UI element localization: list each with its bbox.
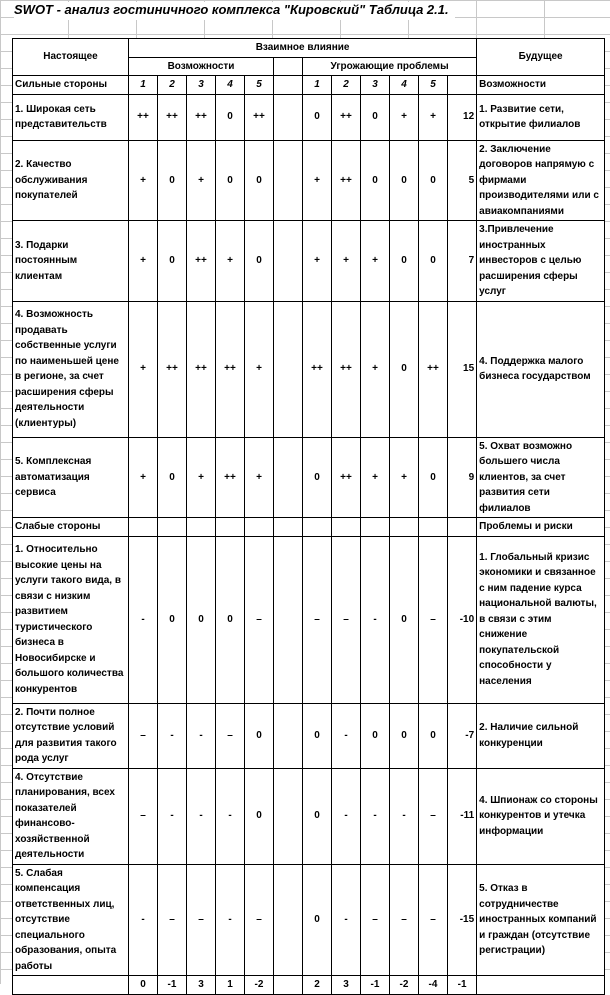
influence-cell: + [129, 140, 158, 221]
row-total: -7 [448, 703, 477, 768]
influence-cell [274, 864, 303, 976]
strengths-factor-text: 5. Комплексная автоматизация сервиса [13, 437, 129, 518]
influence-cell [274, 768, 303, 864]
future-factor-text: 4. Поддержка малого бизнеса государством [477, 301, 605, 437]
weaknesses-factor-text: 5. Слабая компенсация ответственных лиц, отсутствие специального образования, опыта работы [13, 864, 129, 976]
influence-cell: - [187, 703, 216, 768]
total-cell: -2 [245, 976, 274, 995]
header-future: Будущее [477, 39, 605, 76]
influence-cell: – [419, 864, 448, 976]
influence-cell: 0 [303, 94, 332, 140]
influence-cell: – [129, 768, 158, 864]
influence-cell: + [245, 437, 274, 518]
total-cell: -4 [419, 976, 448, 995]
influence-cell: 0 [419, 703, 448, 768]
influence-cell: 0 [361, 703, 390, 768]
influence-cell: 0 [390, 703, 419, 768]
header-present: Настоящее [13, 39, 129, 76]
influence-cell: ++ [303, 301, 332, 437]
total-cell: -1 [448, 976, 477, 995]
influence-cell: + [187, 437, 216, 518]
weaknesses-factor-text: 1. Относительно высокие цены на услуги такого вида, в связи с низким развитием туристического бизнеса в Новосибирске и большого количества конкурентов [13, 536, 129, 703]
influence-cell: – [245, 864, 274, 976]
influence-cell: - [187, 768, 216, 864]
influence-cell: - [390, 768, 419, 864]
weaknesses-factor-text: 2. Почти полное отсутствие условий для развития такого рода услуг [13, 703, 129, 768]
influence-cell: 0 [390, 221, 419, 302]
totals-future-cell [477, 976, 605, 995]
influence-cell: 0 [245, 768, 274, 864]
column-index: 2 [332, 76, 361, 95]
influence-cell: – [361, 864, 390, 976]
influence-cell [274, 536, 303, 703]
influence-cell: - [216, 768, 245, 864]
influence-cell: + [390, 94, 419, 140]
future-factor-text: 5. Охват возможно большего числа клиентов, за счет развития сети филиалов [477, 437, 605, 518]
total-cell: 1 [216, 976, 245, 995]
influence-cell: + [129, 221, 158, 302]
influence-cell: – [419, 768, 448, 864]
strengths-factor-text: 3. Подарки постоянным клиентам [13, 221, 129, 302]
totals-row [13, 976, 605, 995]
influence-cell: - [158, 703, 187, 768]
influence-cell: 0 [216, 536, 245, 703]
influence-cell: + [361, 221, 390, 302]
influence-cell: - [158, 768, 187, 864]
influence-cell: 0 [419, 140, 448, 221]
weaknesses-section-label: Слабые стороны [13, 518, 129, 537]
column-index-total [448, 76, 477, 95]
future-factor-text: 3.Привлечение иностранных инвесторов с целью расширения сферы услуг [477, 221, 605, 302]
influence-cell: - [216, 864, 245, 976]
influence-cell: + [129, 437, 158, 518]
influence-cell: – [332, 536, 361, 703]
influence-cell: ++ [187, 221, 216, 302]
header-threats: Угрожающие проблемы [303, 57, 477, 76]
influence-cell: 0 [245, 221, 274, 302]
total-cell: 0 [129, 976, 158, 995]
row-total: 12 [448, 94, 477, 140]
total-cell [274, 976, 303, 995]
influence-cell: + [216, 221, 245, 302]
influence-cell: 0 [303, 437, 332, 518]
influence-cell: ++ [216, 437, 245, 518]
total-cell: 3 [187, 976, 216, 995]
influence-cell: - [129, 864, 158, 976]
swot-table [12, 38, 605, 995]
weaknesses-factor-text: 4. Отсутствие планирования, всех показателей финансово-хозяйственной деятельности [13, 768, 129, 864]
table-row [13, 536, 605, 703]
column-index: 4 [216, 76, 245, 95]
table-title: SWOT - анализ гостиничного комплекса "Кировский" Таблица 2.1. [14, 2, 455, 20]
row-total: 5 [448, 140, 477, 221]
total-cell: -1 [361, 976, 390, 995]
future-factor-text: 4. Шпионаж со стороны конкурентов и утечка информации [477, 768, 605, 864]
influence-cell: ++ [245, 94, 274, 140]
influence-cell: + [419, 94, 448, 140]
influence-cell: ++ [158, 301, 187, 437]
influence-cell: - [332, 864, 361, 976]
row-total: -10 [448, 536, 477, 703]
row-total: -15 [448, 864, 477, 976]
influence-cell: - [361, 768, 390, 864]
influence-cell: 0 [303, 864, 332, 976]
influence-cell: - [332, 703, 361, 768]
influence-cell: 0 [390, 140, 419, 221]
influence-cell: ++ [158, 94, 187, 140]
table-row [13, 864, 605, 976]
influence-cell: 0 [361, 140, 390, 221]
row-total: 15 [448, 301, 477, 437]
influence-cell: + [303, 221, 332, 302]
column-index [274, 76, 303, 95]
influence-cell: ++ [129, 94, 158, 140]
influence-cell: + [390, 437, 419, 518]
influence-cell: – [129, 703, 158, 768]
influence-cell: – [158, 864, 187, 976]
influence-cell: 0 [158, 536, 187, 703]
total-cell: 2 [303, 976, 332, 995]
influence-cell: ++ [187, 94, 216, 140]
influence-cell: 0 [303, 703, 332, 768]
strengths-factor-text: 2. Качество обслуживания покупателей [13, 140, 129, 221]
total-cell: -2 [390, 976, 419, 995]
influence-cell: 0 [419, 221, 448, 302]
influence-cell: ++ [419, 301, 448, 437]
influence-cell: – [187, 864, 216, 976]
column-index: 1 [303, 76, 332, 95]
influence-cell: – [216, 703, 245, 768]
influence-cell: 0 [245, 140, 274, 221]
strengths-factor-text: 4. Возможность продавать собственные услуги по наименьшей цене в регионе, за счет расширения сферы деятельности (клиентуры) [13, 301, 129, 437]
header-spacer [274, 57, 303, 76]
influence-cell: 0 [158, 437, 187, 518]
influence-cell: 0 [187, 536, 216, 703]
influence-cell: + [361, 301, 390, 437]
table-row [13, 94, 605, 140]
future-factor-text: 2. Заключение договоров напрямую с фирмами производителями или с авиакомпаниями [477, 140, 605, 221]
influence-cell [274, 437, 303, 518]
influence-cell: - [361, 536, 390, 703]
influence-cell: – [245, 536, 274, 703]
future-factor-text: 5. Отказ в сотрудничестве иностранных компаний и граждан (отсутствие регистрации) [477, 864, 605, 976]
influence-cell: – [419, 536, 448, 703]
influence-cell: - [332, 768, 361, 864]
column-index: 1 [129, 76, 158, 95]
influence-cell: ++ [332, 437, 361, 518]
column-index: 2 [158, 76, 187, 95]
totals-label-cell [13, 976, 129, 995]
influence-cell: – [303, 536, 332, 703]
risks-section-label: Проблемы и риски [477, 518, 605, 537]
row-total: 7 [448, 221, 477, 302]
influence-cell: 0 [390, 301, 419, 437]
column-index: 5 [419, 76, 448, 95]
influence-cell: ++ [332, 301, 361, 437]
influence-cell: ++ [216, 301, 245, 437]
opportunities-section-label: Возможности [477, 76, 605, 95]
header-mutual-influence: Взаимное влияние [129, 39, 477, 58]
table-row [13, 301, 605, 437]
influence-cell: - [129, 536, 158, 703]
influence-cell [274, 94, 303, 140]
strengths-section-label: Сильные стороны [13, 76, 129, 95]
total-cell: -1 [158, 976, 187, 995]
column-index: 5 [245, 76, 274, 95]
influence-cell: + [332, 221, 361, 302]
row-total: 9 [448, 437, 477, 518]
row-total: -11 [448, 768, 477, 864]
influence-cell: – [390, 864, 419, 976]
influence-cell: 0 [245, 703, 274, 768]
influence-cell: 0 [419, 437, 448, 518]
column-index: 3 [361, 76, 390, 95]
table-row [13, 140, 605, 221]
table-row [13, 437, 605, 518]
influence-cell: + [187, 140, 216, 221]
influence-cell [274, 301, 303, 437]
future-factor-text: 2. Наличие сильной конкуренции [477, 703, 605, 768]
influence-cell: 0 [390, 536, 419, 703]
influence-cell: + [245, 301, 274, 437]
table-row [13, 221, 605, 302]
influence-cell [274, 703, 303, 768]
influence-cell: ++ [332, 94, 361, 140]
influence-cell [274, 221, 303, 302]
influence-cell: + [129, 301, 158, 437]
column-index: 3 [187, 76, 216, 95]
influence-cell: 0 [361, 94, 390, 140]
table-row [13, 768, 605, 864]
influence-cell: 0 [158, 140, 187, 221]
influence-cell: 0 [303, 768, 332, 864]
influence-cell: + [361, 437, 390, 518]
influence-cell: 0 [216, 140, 245, 221]
total-cell: 3 [332, 976, 361, 995]
strengths-factor-text: 1. Широкая сеть представительств [13, 94, 129, 140]
influence-cell [274, 140, 303, 221]
column-index: 4 [390, 76, 419, 95]
future-factor-text: 1. Развитие сети, открытие филиалов [477, 94, 605, 140]
influence-cell: 0 [216, 94, 245, 140]
future-factor-text: 1. Глобальный кризис экономики и связанное с ним падение курса национальной валюты, в связи с этим снижение покупательской способности у населения [477, 536, 605, 703]
influence-cell: 0 [158, 221, 187, 302]
influence-cell: ++ [332, 140, 361, 221]
table-row [13, 703, 605, 768]
header-opportunities: Возможности [129, 57, 274, 76]
influence-cell: ++ [187, 301, 216, 437]
influence-cell: + [303, 140, 332, 221]
